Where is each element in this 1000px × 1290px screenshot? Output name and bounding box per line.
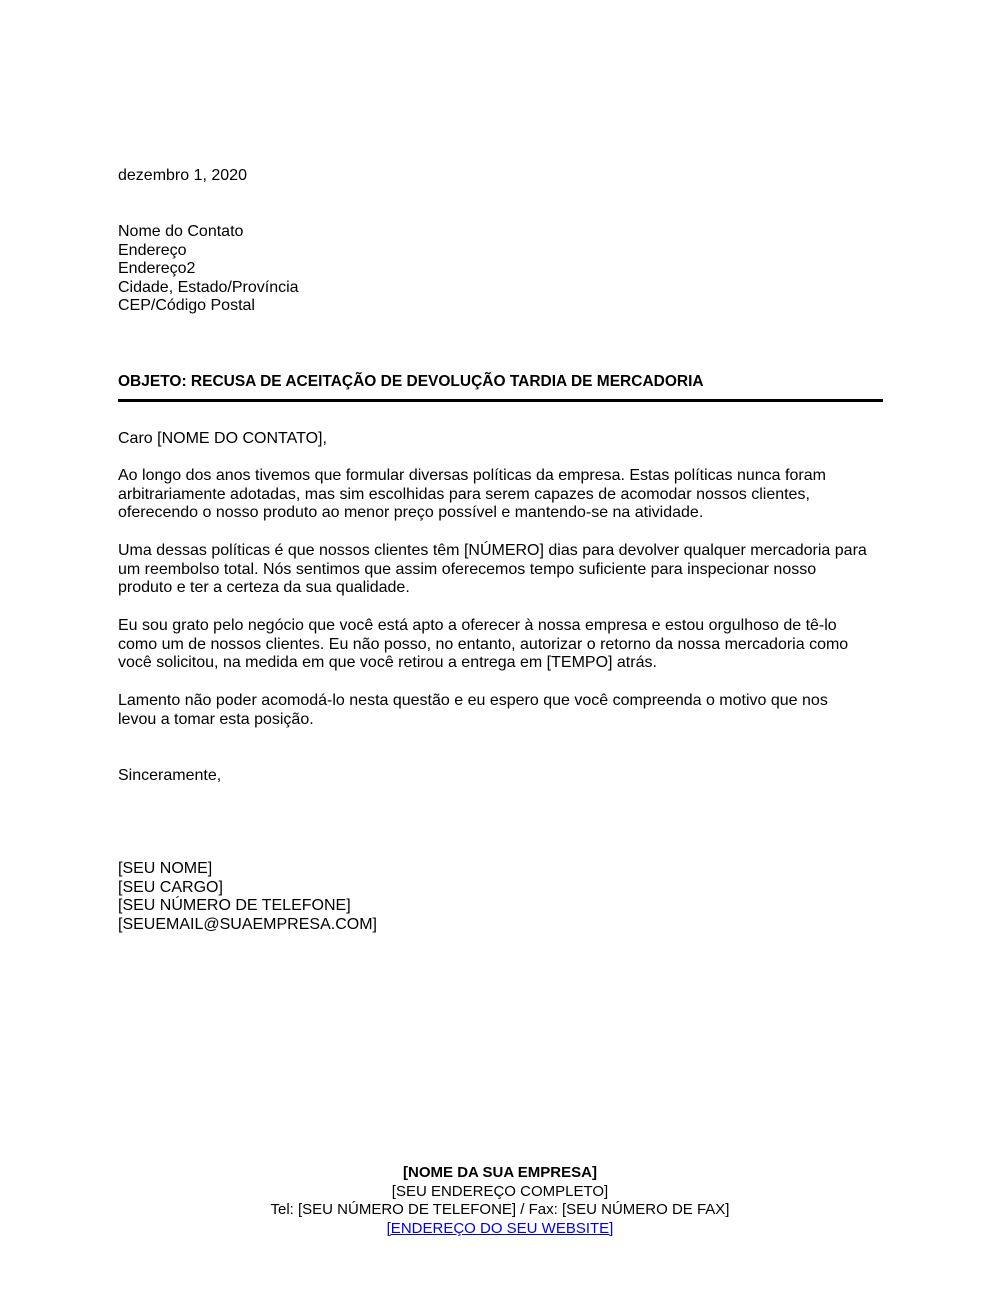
letter-date xyxy=(118,167,883,186)
paragraph-4 xyxy=(118,692,883,729)
paragraph-line: oferecendo o nosso produto ao menor preço possível e mantendo-se na atividade. xyxy=(118,504,704,522)
paragraph-line: produto e ter a certeza da sua qualidade. xyxy=(118,579,410,597)
subject-divider xyxy=(118,399,883,402)
recipient-city-state: Cidade, Estado/Província xyxy=(118,278,299,296)
recipient-postal-code: CEP/Código Postal xyxy=(118,297,255,315)
footer-company-name: [NOME DA SUA EMPRESA] xyxy=(403,1164,597,1181)
greeting-text: Caro [NOME DO CONTATO], xyxy=(118,430,327,447)
paragraph-line: você solicitou, na medida em que você retirou a entrega em [TEMPO] atrás. xyxy=(118,654,657,672)
paragraph-line: um reembolso total. Nós sentimos que assim oferecemos tempo suficiente para inspecionar nosso xyxy=(118,560,817,578)
date-text: dezembro 1, 2020 xyxy=(118,167,247,184)
footer-address: [SEU ENDEREÇO COMPLETO] xyxy=(391,1182,609,1200)
signer-name: [SEU NOME] xyxy=(118,860,213,877)
recipient-address-line1: Endereço xyxy=(118,241,187,259)
recipient-address-line2: Endereço2 xyxy=(118,260,196,278)
signer-phone: [SEU NÚMERO DE TELEFONE] xyxy=(118,897,351,915)
paragraph-1 xyxy=(118,467,883,523)
closing-text: Sinceramente, xyxy=(118,767,222,784)
footer-contact: Tel: [SEU NÚMERO DE TELEFONE] / Fax: [SEU NÚMERO DE FAX] xyxy=(270,1201,730,1218)
paragraph-line: Uma dessas políticas é que nossos clientes têm [NÚMERO] dias para devolver qualquer mercadoria para xyxy=(118,542,867,559)
paragraph-line: Ao longo dos anos tivemos que formular diversas políticas da empresa. Estas políticas nunca foram xyxy=(118,467,826,484)
paragraph-3 xyxy=(118,617,883,673)
signer-title: [SEU CARGO] xyxy=(118,878,223,896)
paragraph-line: Eu sou grato pelo negócio que você está apto a oferecer à nossa empresa e estou orgulhoso de tê-lo xyxy=(118,617,837,634)
paragraph-line: Lamento não poder acomodá-lo nesta questão e eu espero que você compreenda o motivo que nos xyxy=(118,692,828,709)
paragraph-line: levou a tomar esta posição. xyxy=(118,710,314,728)
footer-website-link[interactable]: [ENDEREÇO DO SEU WEBSITE] xyxy=(386,1219,614,1237)
paragraph-2 xyxy=(118,542,883,598)
subject-line xyxy=(118,373,883,392)
company-footer xyxy=(0,1164,1000,1238)
paragraph-line: como um de nossos clientes. Eu não posso, no entanto, autorizar o retorno da nossa mercadoria como xyxy=(118,635,849,653)
greeting xyxy=(118,430,883,449)
recipient-address xyxy=(118,223,883,316)
subject-text: OBJETO: RECUSA DE ACEITAÇÃO DE DEVOLUÇÃO TARDIA DE MERCADORIA xyxy=(118,373,704,390)
recipient-name: Nome do Contato xyxy=(118,223,244,240)
paragraph-line: arbitrariamente adotadas, mas sim escolhidas para serem capazes de acomodar nossos clientes, xyxy=(118,485,810,503)
signer-email: [SEUEMAIL@SUAEMPRESA.COM] xyxy=(118,915,377,933)
signature-block xyxy=(118,860,883,934)
closing xyxy=(118,767,883,786)
